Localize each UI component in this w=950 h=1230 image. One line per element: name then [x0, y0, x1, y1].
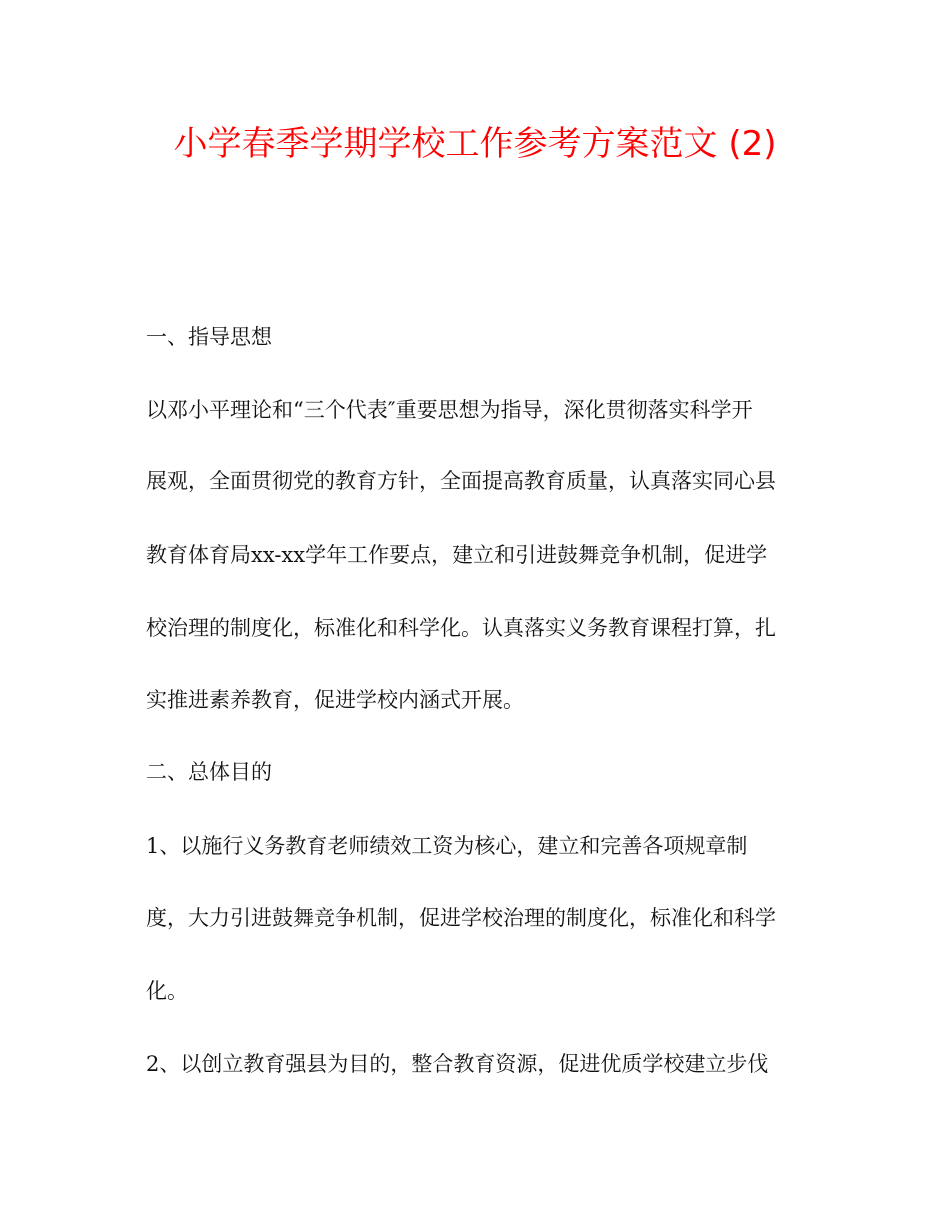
- paragraph-line: 实推进素养教育，促进学校内涵式开展。: [146, 688, 524, 712]
- paragraph-line: 校治理的制度化，标准化和科学化。认真落实义务教育课程打算，扎: [146, 616, 776, 640]
- paragraph-line: 以邓小平理论和“三个代表″重要思想为指导，深化贯彻落实科学开: [146, 398, 753, 422]
- paragraph-line: 1、以施行义务教育老师绩效工资为核心，建立和完善各项规章制: [146, 834, 748, 858]
- paragraph-line: 2、以创立教育强县为目的，整合教育资源，促进优质学校建立步伐: [146, 1052, 769, 1076]
- section-heading-guiding-ideology: 一、指导思想: [146, 325, 272, 349]
- paragraph-line: 化。: [146, 979, 188, 1003]
- paragraph-line: 度，大力引进鼓舞竞争机制，促进学校治理的制度化，标准化和科学: [146, 906, 776, 930]
- document-title: 小学春季学期学校工作参考方案范文 (2): [173, 124, 777, 164]
- section-heading-overall-goals: 二、总体目的: [146, 760, 272, 784]
- paragraph-line: 教育体育局xx-xx学年工作要点，建立和引进鼓舞竞争机制，促进学: [146, 543, 768, 567]
- paragraph-line: 展观，全面贯彻党的教育方针，全面提高教育质量，认真落实同心县: [146, 469, 776, 493]
